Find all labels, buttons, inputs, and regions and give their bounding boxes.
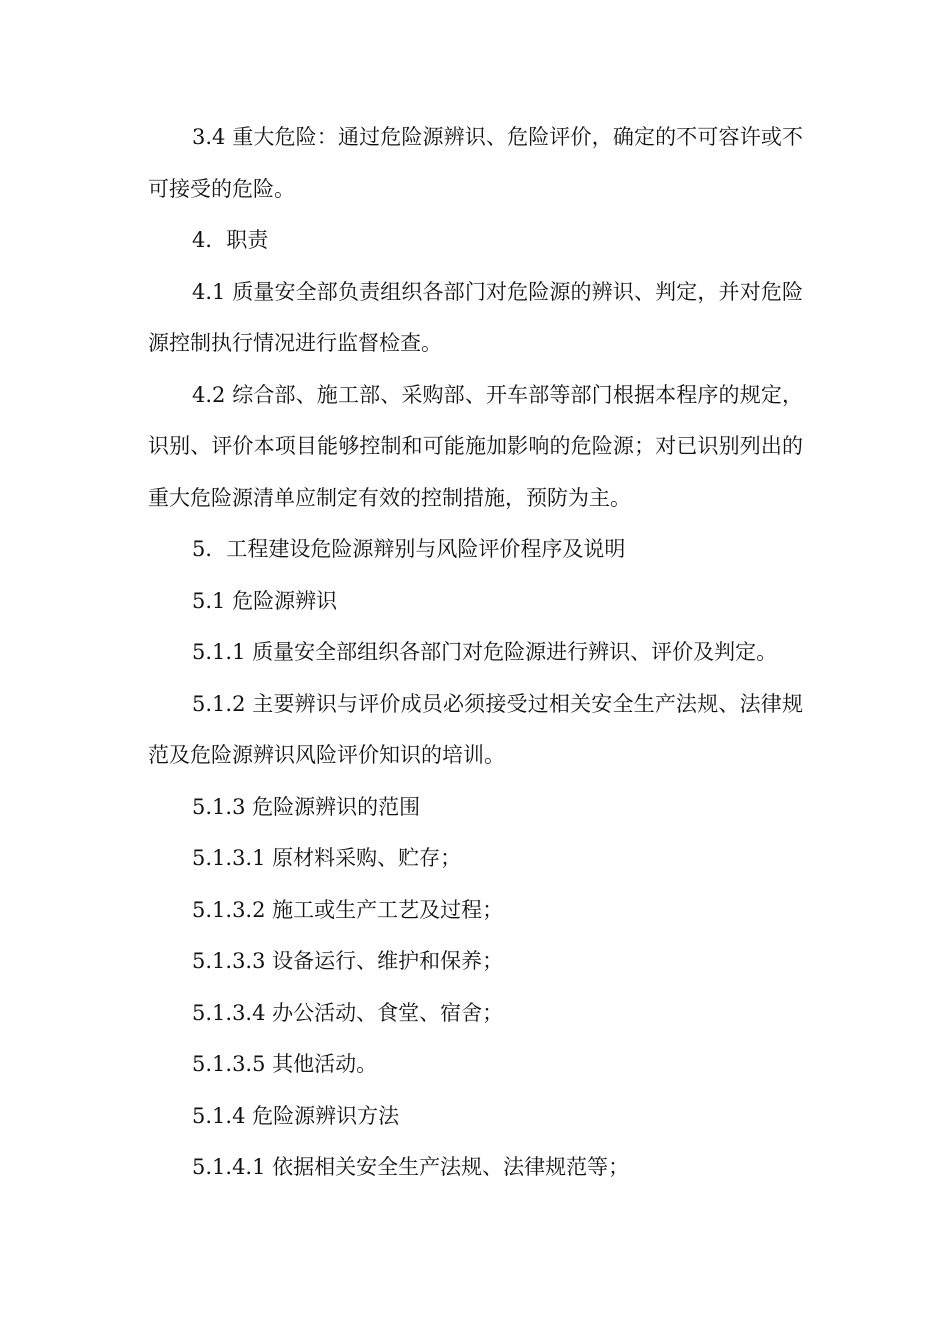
paragraph-4-2: 4.2 综合部、施工部、采购部、开车部等部门根据本程序的规定，识别、评价本项目能够控制和可能施加影响的危险源；对已识别列出的重大危险源清单应制定有效的控制措施，预防为主。 <box>148 382 803 510</box>
item-5-1-3-2: 5.1.3.2 施工或生产工艺及过程； <box>192 897 504 922</box>
heading-5-1-3: 5.1.3 危险源辨识的范围 <box>192 794 421 819</box>
item-5-1-3-3: 5.1.3.3 设备运行、维护和保养； <box>192 949 504 973</box>
paragraph-5-1-1: 5.1.1 质量安全部组织各部门对危险源进行辨识、评价及判定。 <box>192 640 778 664</box>
item-5-1-3-1: 5.1.3.1 原材料采购、贮存； <box>192 846 462 870</box>
heading-5-1: 5.1 危险源辨识 <box>192 588 338 613</box>
document-body <box>148 112 803 1194</box>
item-5-1-3-5: 5.1.3.5 其他活动。 <box>192 1052 378 1076</box>
item-5-1-3-4: 5.1.3.4 办公活动、食堂、宿舍； <box>192 1000 504 1025</box>
heading-5-procedure: 5．工程建设危险源辩别与风险评价程序及说明 <box>192 537 626 561</box>
item-5-1-4-1: 5.1.4.1 依据相关安全生产法规、法律规范等； <box>192 1155 630 1179</box>
heading-4-responsibilities: 4．职责 <box>192 228 269 252</box>
paragraph-5-1-2: 5.1.2 主要辨识与评价成员必须接受过相关安全生产法规、法律规范及危险源辨识风险评价知识的培训。 <box>148 691 803 767</box>
heading-5-1-4: 5.1.4 危险源辨识方法 <box>192 1103 400 1128</box>
paragraph-3-4: 3.4 重大危险：通过危险源辨识、危险评价，确定的不可容许或不可接受的危险。 <box>148 125 803 201</box>
paragraph-4-1: 4.1 质量安全部负责组织各部门对危险源的辨识、判定，并对危险源控制执行情况进行监督检查。 <box>148 279 803 355</box>
